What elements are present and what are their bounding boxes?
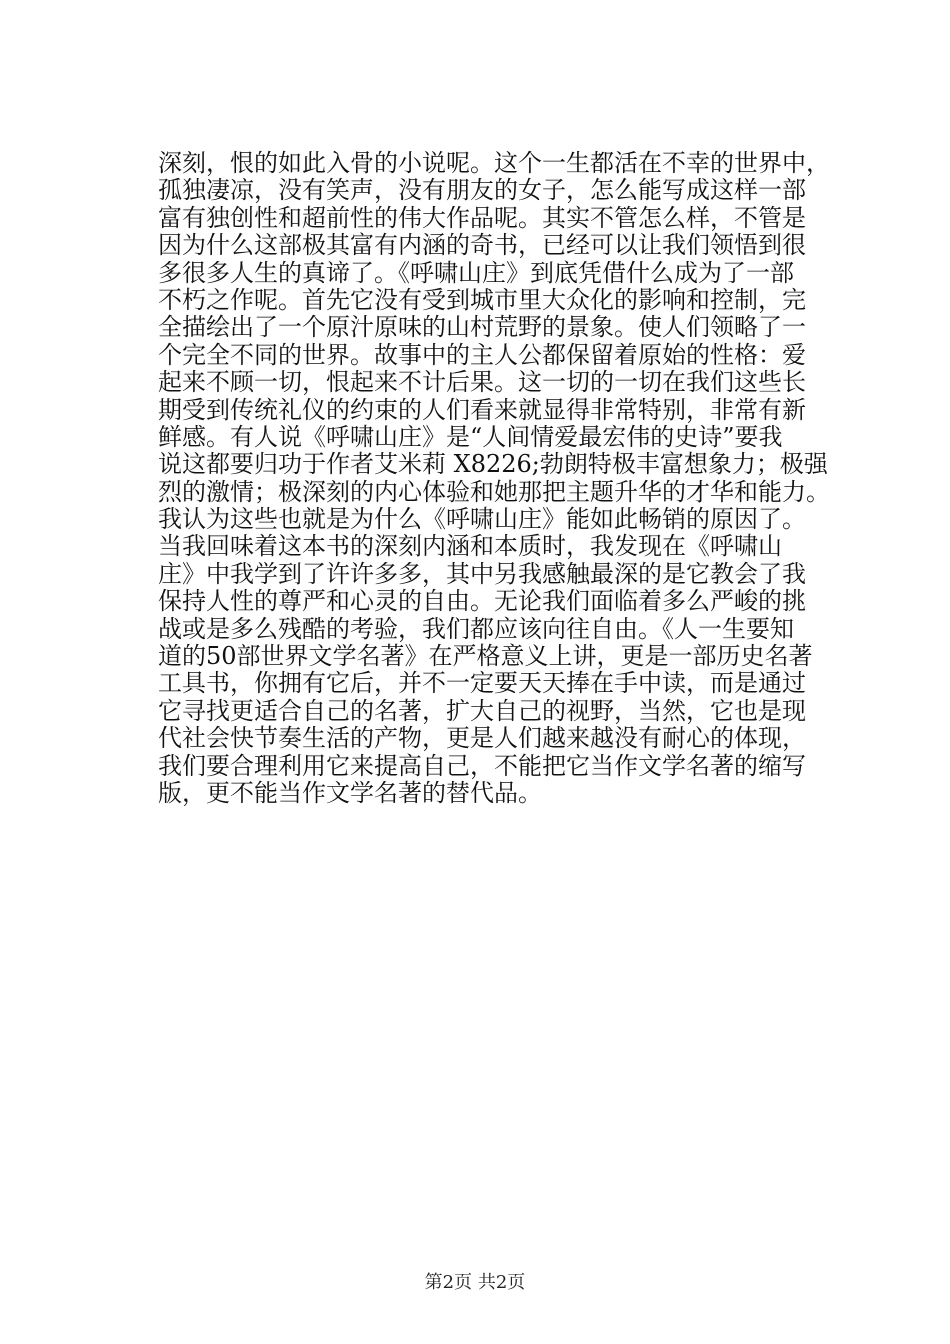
text-line: 烈的激情；极深刻的内心体验和她那把主题升华的才华和能力。: [158, 477, 830, 506]
text-line: 道的50部世界文学名著》在严格意义上讲，更是一部历史名著: [158, 642, 813, 671]
text-line: 起来不顾一切，恨起来不计后果。这一切的一切在我们这些长: [158, 368, 806, 397]
text-line: 庄》中我学到了许许多多，其中另我感触最深的是它教会了我: [158, 559, 806, 588]
text-line: 版，更不能当作文学名著的替代品。: [158, 778, 542, 807]
text-line: 富有独创性和超前性的伟大作品呢。其实不管怎么样，不管是: [158, 203, 806, 232]
text-line: 全描绘出了一个原汁原味的山村荒野的景象。使人们领略了一: [158, 313, 806, 342]
text-line: 它寻找更适合自己的名著，扩大自己的视野，当然，它也是现: [158, 696, 806, 725]
text-line: 战或是多么残酷的考验，我们都应该向往自由。《人一生要知: [158, 614, 794, 643]
text-line: 孤独凄凉，没有笑声，没有朋友的女子，怎么能写成这样一部: [158, 176, 806, 205]
text-line: 代社会快节奏生活的产物，更是人们越来越没有耐心的体现，: [158, 724, 806, 753]
text-line: 期受到传统礼仪的约束的人们看来就显得非常特别，非常有新: [158, 395, 806, 424]
text-line: 因为什么这部极其富有内涵的奇书，已经可以让我们领悟到很: [158, 231, 806, 260]
page-number-footer: 第2页 共2页: [424, 1272, 526, 1293]
text-line: 工具书，你拥有它后，并不一定要天天捧在手中读，而是通过: [158, 669, 806, 698]
text-line: 多很多人生的真谛了。《呼啸山庄》到底凭借什么成为了一部: [158, 258, 794, 287]
text-line: 我认为这些也就是为什么《呼啸山庄》能如此畅销的原因了。: [158, 505, 806, 534]
text-line: 当我回味着这本书的深刻内涵和本质时，我发现在《呼啸山: [158, 532, 782, 561]
text-line: 鲜感。有人说《呼啸山庄》是“人间情爱最宏伟的史诗”要我: [158, 422, 783, 451]
text-line: 不朽之作呢。首先它没有受到城市里大众化的影响和控制，完: [158, 285, 806, 314]
body-text: [158, 150, 870, 807]
text-line: 说这都要归功于作者艾米莉 X8226;勃朗特极丰富想象力；极强: [158, 450, 828, 479]
text-line: 我们要合理利用它来提高自己，不能把它当作文学名著的缩写: [158, 751, 806, 780]
text-line: 深刻，恨的如此入骨的小说呢。这个一生都活在不幸的世界中，: [158, 149, 830, 177]
text-line: 保持人性的尊严和心灵的自由。无论我们面临着多么严峻的挑: [158, 587, 806, 616]
text-line: 个完全不同的世界。故事中的主人公都保留着原始的性格：爱: [158, 340, 806, 369]
